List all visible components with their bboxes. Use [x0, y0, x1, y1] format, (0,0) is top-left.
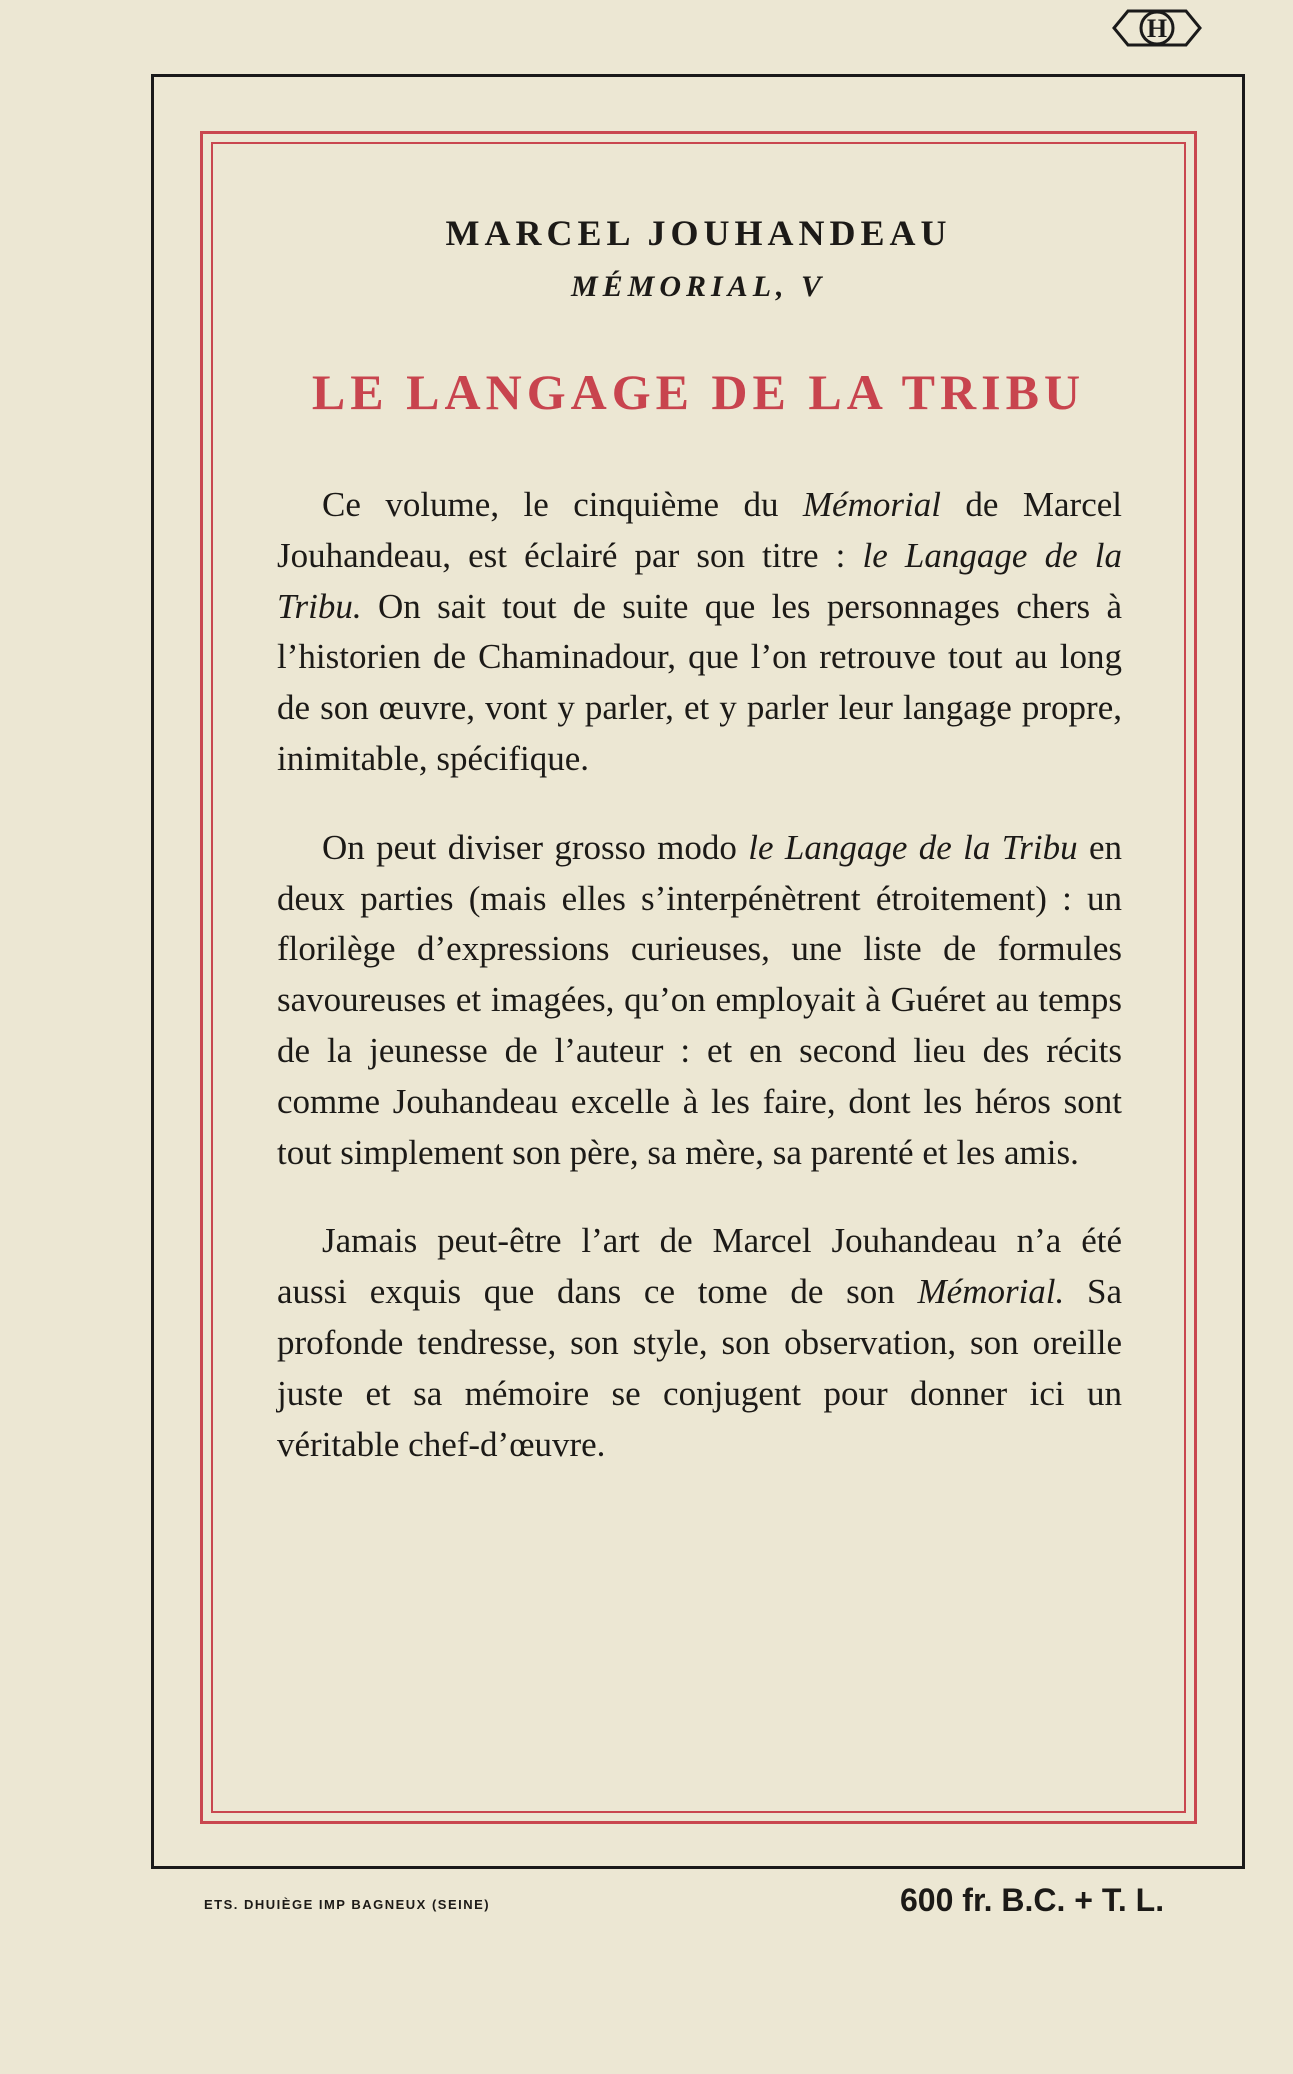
text-run: On peut diviser grosso modo — [322, 827, 749, 867]
logo-letter: H — [1146, 14, 1168, 43]
book-title: LE LANGAGE DE LA TRIBU — [311, 364, 1086, 420]
text-run: On sait tout de suite que les personnages chers à l’historien de Chaminadour, que l’on retrouve tout au long de son œuvre, vont y parler, et y parler leur langage propre, inimitable, spécifique. — [277, 586, 1122, 778]
text-run: Jamais peut-être l’art de Marcel Jouhandeau n’a été aussi exquis que dans ce tome de son — [277, 1221, 1122, 1312]
italic-run: Mémorial — [802, 485, 941, 524]
text-run: Ce volume, le cinquième du — [322, 485, 803, 524]
price-label: 600 fr. B.C. + T. L. — [900, 1882, 1165, 1918]
text-run: en deux parties (mais elles s’interpénètrent étroitement) : un florilège d’expressions curieuses, une liste de formules savoureuses et imagées, qu’on employait à Guéret au temps de la jeunesse de l’auteur : et en second lieu des récits comme Jouhandeau excelle à les faire, dont les héros sont tout simplement son père, sa mère, sa parenté et les amis. — [277, 827, 1122, 1172]
italic-run: le Langage de la Tribu — [748, 827, 1078, 867]
text-run: de Marcel Jouhandeau, est éclairé par son titre : — [277, 485, 1122, 575]
author-name: MARCEL JOUHANDEAU — [445, 213, 952, 253]
blurb-paragraph-1 — [277, 480, 1122, 785]
blurb-paragraph-3 — [277, 1216, 1122, 1470]
italic-run: le Langage de la Tribu. — [277, 535, 1122, 626]
printer-imprint: ETS. DHUIÈGE IMP BAGNEUX (SEINE) — [204, 1897, 491, 1912]
blurb-text — [277, 480, 1122, 1508]
series-title: MÉMORIAL, V — [570, 270, 827, 303]
italic-run: Mémorial. — [917, 1272, 1065, 1312]
blurb-paragraph-2 — [277, 823, 1122, 1179]
publisher-logo-icon — [1110, 6, 1204, 50]
text-run: Sa profonde tendresse, son style, son observation, son oreille juste et sa mémoire se conjugent pour donner ici un véritable chef-d’œuvre. — [277, 1272, 1123, 1464]
